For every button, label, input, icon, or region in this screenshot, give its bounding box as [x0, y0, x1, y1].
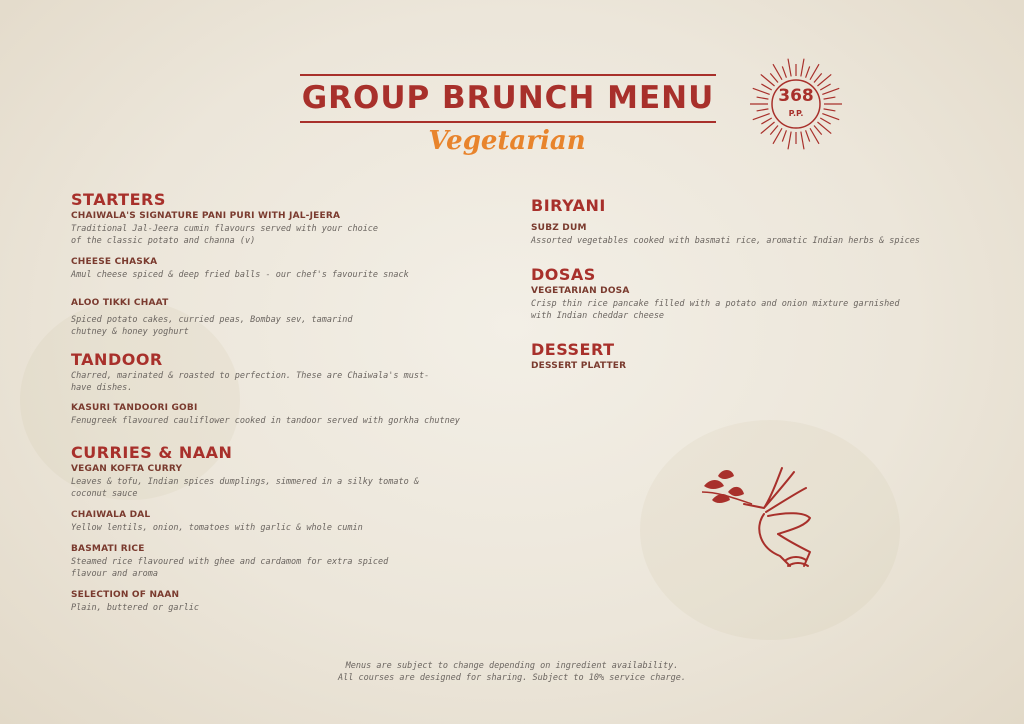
item-desc: Plain, buttered or garlic [71, 603, 199, 613]
menu-item [531, 222, 931, 247]
item-name: VEGAN KOFTA CURRY [71, 464, 183, 474]
menu-item [531, 360, 931, 373]
item-name: DESSERT PLATTER [531, 361, 627, 371]
menu-footer [300, 660, 724, 684]
item-name: BASMATI RICE [71, 544, 145, 554]
menu-header [300, 74, 716, 123]
item-desc: Amul cheese spiced & deep fried balls - our chef's favourite snack [71, 270, 409, 280]
item-desc: Leaves & tofu, Indian spices dumplings, simmered in a silky tomato & coconut sauce [71, 477, 419, 499]
menu-item [71, 402, 461, 427]
menu-item [71, 210, 461, 247]
menu-item [71, 297, 461, 338]
item-name: VEGETARIAN DOSA [531, 286, 630, 296]
section-title: TANDOOR [71, 350, 163, 369]
title-rule-top [300, 74, 716, 76]
menu-title: GROUP BRUNCH MENU [301, 80, 715, 116]
section-dessert [531, 340, 931, 373]
section-desc: Charred, marinated & roasted to perfection. These are Chaiwala's must-have dishes. [71, 371, 430, 393]
section-title: CURRIES & NAAN [71, 443, 233, 462]
price-amount: 368 [778, 86, 814, 106]
item-name: SUBZ DUM [531, 223, 587, 233]
item-desc: Yellow lentils, onion, tomatoes with garlic & whole cumin [71, 523, 363, 533]
item-name: CHEESE CHASKA [71, 257, 158, 267]
menu-item [71, 509, 461, 534]
section-title: DOSAS [531, 265, 596, 284]
hand-holding-sprig-icon [694, 456, 828, 580]
item-desc: Fenugreek flavoured cauliflower cooked in tandoor served with gorkha chutney [71, 416, 460, 426]
footer-line-2: All courses are designed for sharing. Subject to 10% service charge. [338, 673, 686, 683]
section-tandoor [71, 350, 461, 427]
item-name: KASURI TANDOORI GOBI [71, 403, 198, 413]
menu-item [71, 463, 461, 500]
section-biryani [531, 196, 931, 247]
item-desc: Assorted vegetables cooked with basmati rice, aromatic Indian herbs & spices [531, 236, 920, 246]
item-name: CHAIWALA DAL [71, 510, 151, 520]
left-column [71, 190, 461, 626]
item-name: CHAIWALA'S SIGNATURE PANI PURI WITH JAL-JEERA [71, 211, 341, 221]
section-dosas [531, 265, 931, 322]
price-unit: P.P. [788, 109, 804, 118]
item-desc: Steamed rice flavoured with ghee and cardamom for extra spiced flavour and aroma [71, 557, 389, 579]
section-curries [71, 443, 461, 614]
menu-subtitle: Vegetarian [428, 126, 586, 156]
section-title: STARTERS [71, 190, 166, 209]
item-desc: Crisp thin rice pancake filled with a potato and onion mixture garnished with Indian cheddar cheese [531, 299, 900, 321]
item-name: ALOO TIKKI CHAAT [71, 298, 169, 308]
menu-item [71, 256, 461, 281]
item-name: SELECTION OF NAAN [71, 590, 180, 600]
section-title: BIRYANI [531, 196, 606, 215]
menu-item [71, 589, 461, 614]
price-badge [748, 56, 844, 152]
title-rule-bottom [300, 121, 716, 123]
section-starters [71, 190, 461, 338]
section-title: DESSERT [531, 340, 615, 359]
right-column [531, 196, 931, 385]
menu-item [531, 285, 931, 322]
item-desc: Traditional Jal-Jeera cumin flavours served with your choice of the classic potato and channa (v) [71, 224, 379, 246]
menu-item [71, 543, 461, 580]
footer-line-1: Menus are subject to change depending on ingredient availability. [345, 661, 679, 671]
item-desc: Spiced potato cakes, curried peas, Bombay sev, tamarind chutney & honey yoghurt [71, 315, 353, 337]
